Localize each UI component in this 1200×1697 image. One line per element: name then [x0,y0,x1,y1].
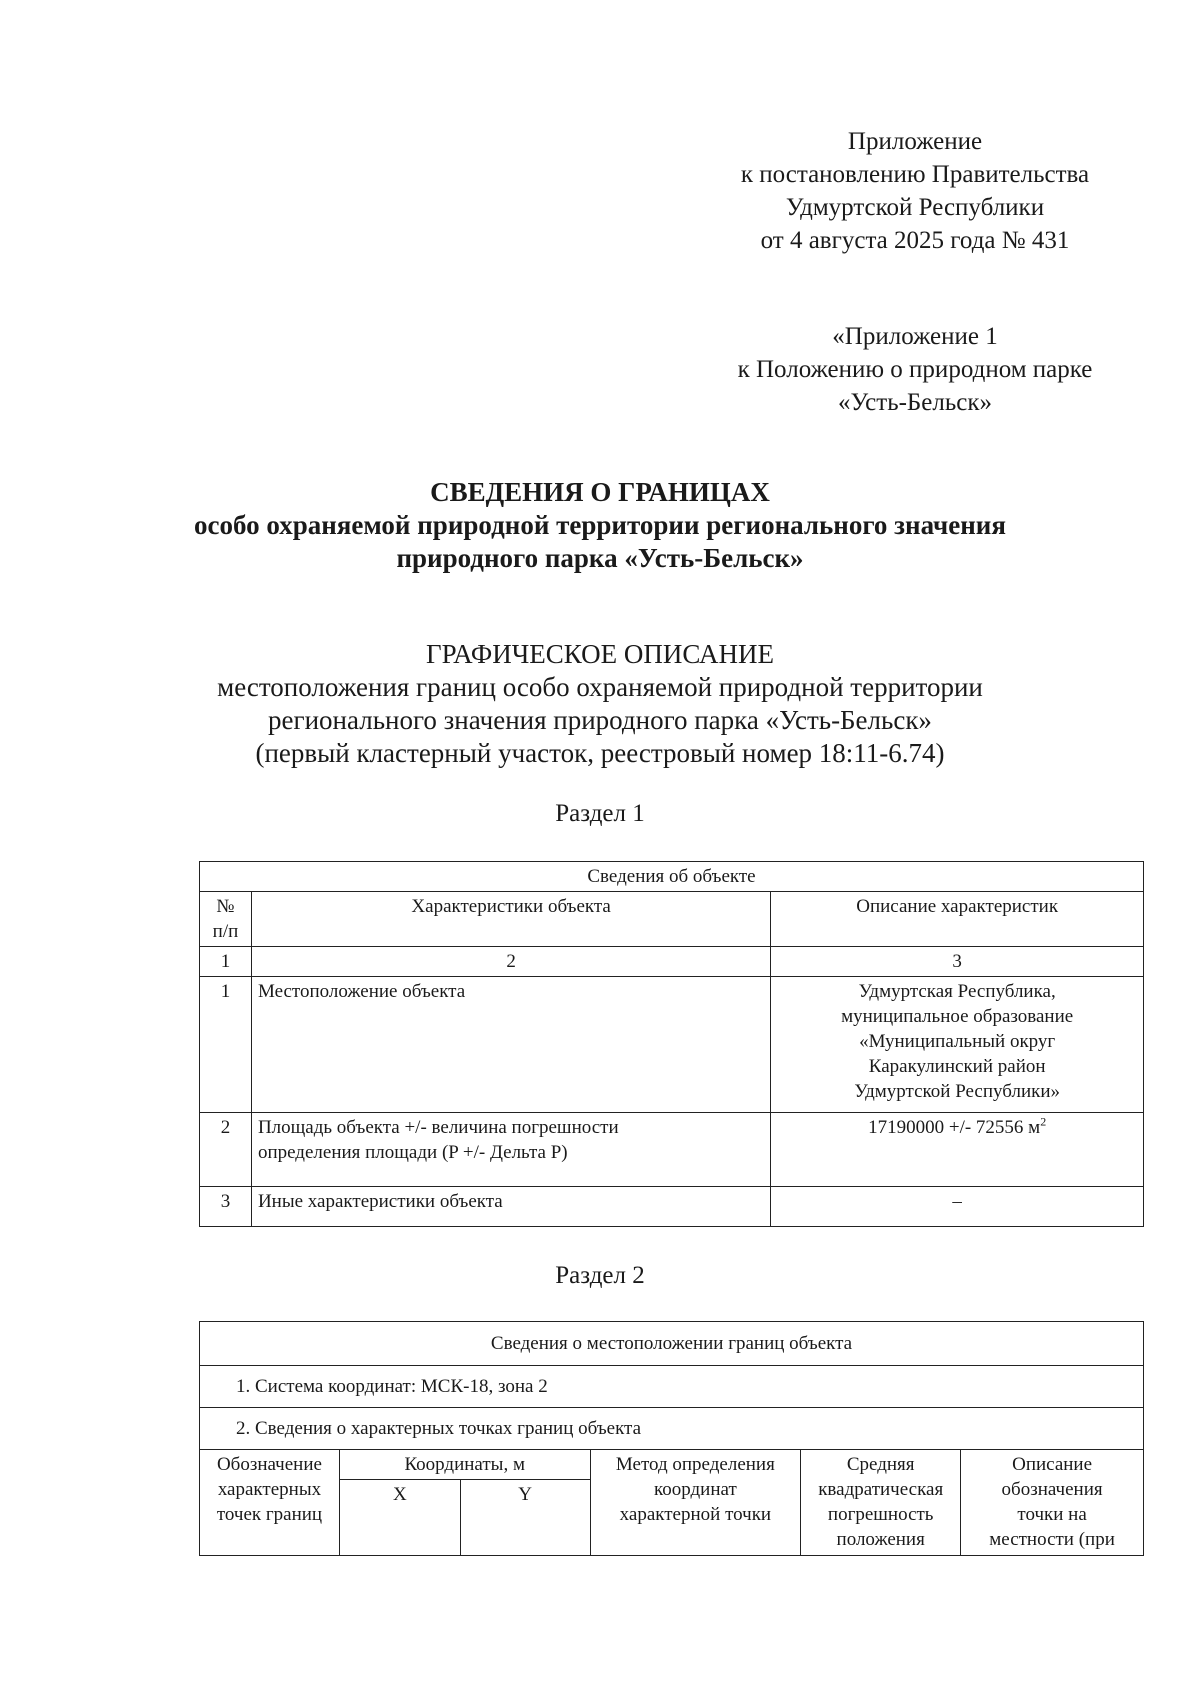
description-line: Каракулинский район [868,1056,1046,1077]
header-line: погрешность [827,1504,934,1525]
header-line: Описание [1012,1454,1093,1475]
row-characteristic: Иные характеристики объекта [251,1187,770,1227]
graphic-description-heading [0,638,1200,770]
description-line: муниципальное образование [841,1006,1074,1027]
appendix-inner-header [680,320,1150,419]
header-line: Средняя [846,1454,915,1475]
header-line: характерной точки [619,1504,772,1525]
header-line: Метод определения [615,1454,775,1475]
row-num: 2 [200,1113,252,1187]
description-line: «Муниципальный округ [859,1031,1056,1052]
header-point-description [961,1450,1144,1556]
coordinate-system: 1. Система координат: МСК-18, зона 2 [200,1366,1144,1408]
area-value: 17190000 +/- 72556 м [868,1117,1041,1138]
row-description [771,1113,1144,1187]
table-row [200,1113,1144,1187]
appendix-line: Удмуртской Республики [785,194,1045,221]
row-characteristic [251,1113,770,1187]
row-num: 3 [200,1187,252,1227]
characteristic-line: Площадь объекта +/- величина погрешности [257,1117,619,1138]
appendix-inner-line: «Усть-Бельск» [837,389,993,416]
section-2-title: Раздел 2 [555,1262,645,1289]
header-characteristic: Характеристики объекта [251,892,770,947]
graphic-line-1: ГРАФИЧЕСКОЕ ОПИСАНИЕ [425,639,775,669]
header-line: положения [836,1529,925,1550]
description-line: Удмуртской Республики» [854,1081,1061,1102]
appendix-inner-line: к Положению о природном парке [737,356,1093,383]
graphic-line-3: регионального значения природного парка «Усть-Бельск» [268,705,932,735]
header-line: местности (при [989,1529,1115,1550]
header-num-line: № [216,896,235,917]
appendix-inner-line: «Приложение 1 [832,323,998,350]
description-line: Удмуртская Республика, [858,981,1056,1002]
header-line: квадратическая [818,1479,944,1500]
col-number: 1 [200,947,252,977]
table-title: Сведения об объекте [200,862,1144,892]
appendix-header [680,125,1150,257]
object-info-table [199,861,1144,1227]
row-description [771,977,1144,1113]
header-method [590,1450,801,1556]
header-num [200,892,252,947]
document-heading [0,476,1200,575]
row-description: – [771,1187,1144,1227]
table-row [200,977,1144,1113]
header-line: обозначения [1001,1479,1103,1500]
graphic-line-2: местоположения границ особо охраняемой природной территории [217,672,983,702]
row-characteristic: Местоположение объекта [251,977,770,1113]
col-number: 3 [771,947,1144,977]
header-line: Обозначение [216,1454,322,1475]
header-line: координат [653,1479,737,1500]
header-x: X [339,1480,460,1556]
header-line: точки на [1017,1504,1087,1525]
graphic-line-4: (первый кластерный участок, реестровый номер 18:11-6.74) [255,738,945,768]
heading-line-1: СВЕДЕНИЯ О ГРАНИЦАХ [430,477,770,507]
points-info: 2. Сведения о характерных точках границ объекта [200,1408,1144,1450]
header-line: характерных [217,1479,322,1500]
table-row [200,1187,1144,1227]
header-description: Описание характеристик [771,892,1144,947]
appendix-line: Приложение [847,128,983,155]
characteristic-line: определения площади (P +/- Дельта P) [257,1142,568,1163]
header-error [801,1450,961,1556]
header-y: Y [460,1480,590,1556]
table-title: Сведения о местоположении границ объекта [200,1322,1144,1366]
appendix-line: от 4 августа 2025 года № 431 [760,227,1070,254]
header-line: точек границ [216,1504,323,1525]
header-coordinates: Координаты, м [339,1450,590,1480]
section-1-title: Раздел 1 [555,800,645,827]
col-number: 2 [251,947,770,977]
header-num-line: п/п [212,921,239,942]
appendix-line: к постановлению Правительства [740,161,1090,188]
heading-line-2: особо охраняемой природной территории регионального значения [194,510,1006,540]
heading-line-3: природного парка «Усть-Бельск» [396,543,804,573]
header-designation [200,1450,340,1556]
area-unit-superscript: 2 [1040,1114,1047,1129]
row-num: 1 [200,977,252,1113]
boundary-location-table [199,1321,1144,1556]
